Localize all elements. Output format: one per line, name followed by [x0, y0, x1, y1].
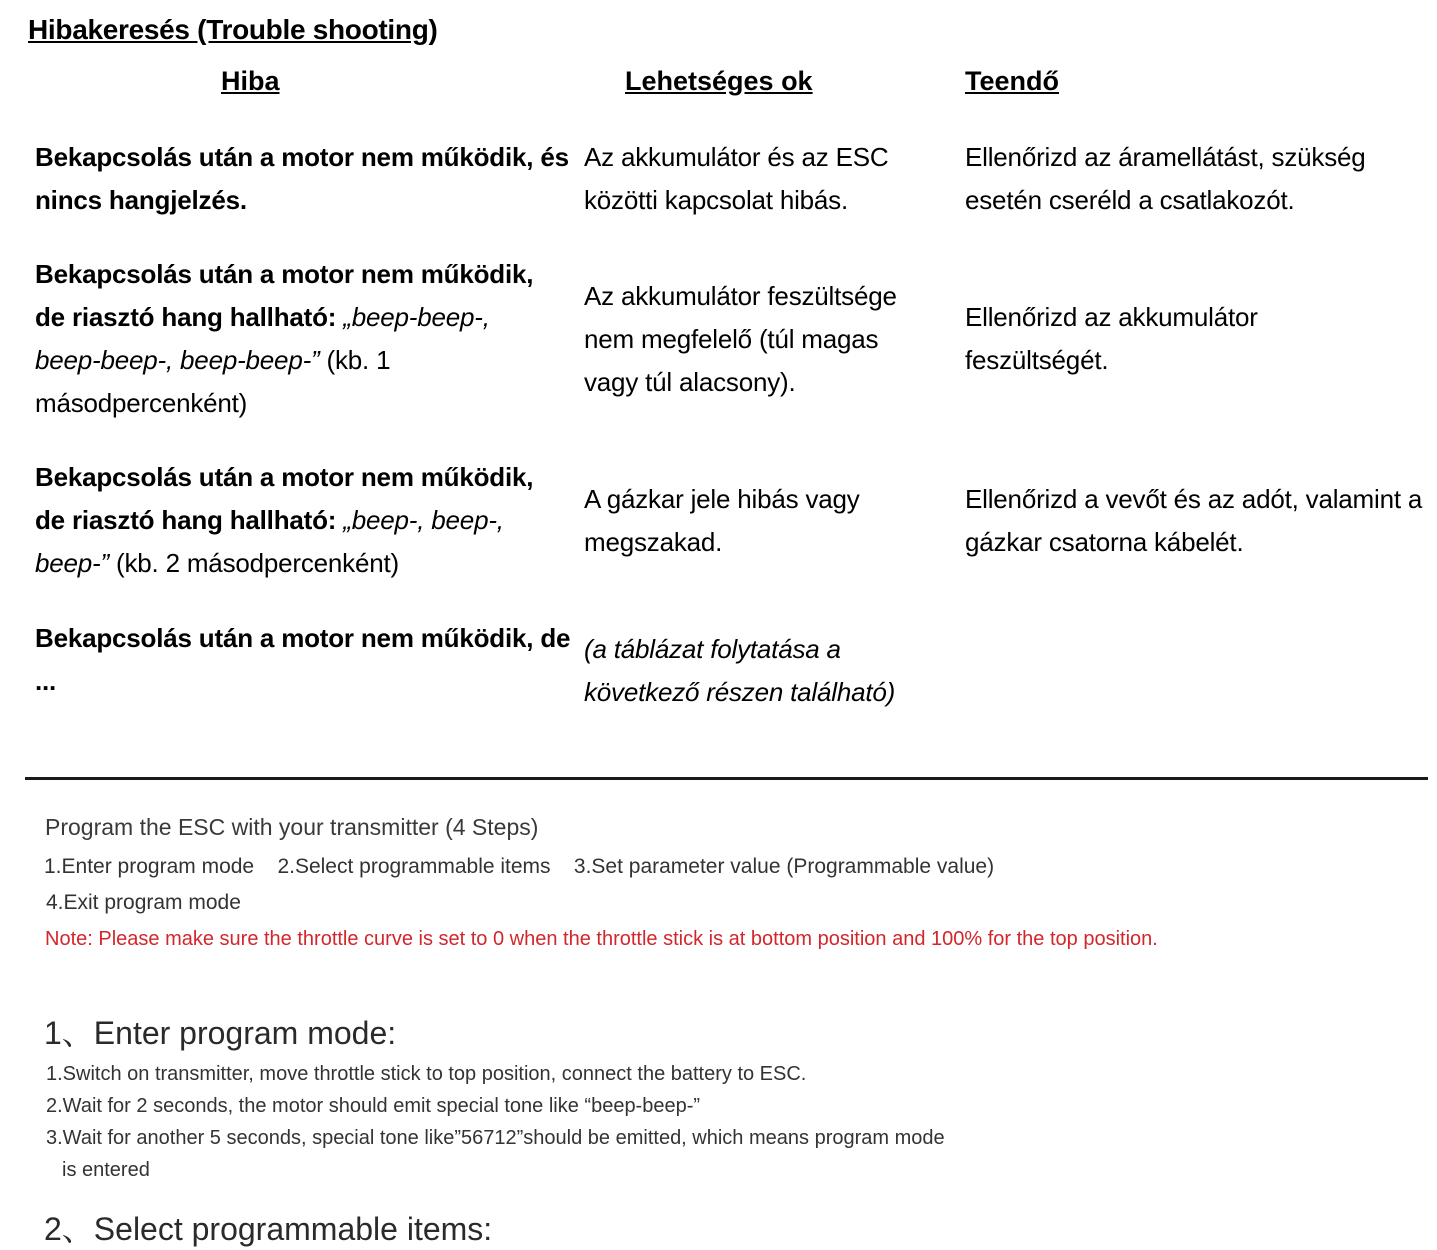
throttle-note: Note: Please make sure the throttle curve is set to 0 when the throttle stick is at bottom position and 100% for the top position.	[45, 928, 1158, 950]
fault-beep-pattern: „beep-beep-, beep-beep-, beep-beep-”	[35, 302, 490, 375]
table-row-1-action: Ellenőrizd az áramellátást, szükség esetén cseréld a csatlakozót.	[965, 142, 1366, 215]
esc-steps-line-2: 4.Exit program mode	[46, 891, 241, 914]
column-header-fault: Hiba	[221, 66, 280, 96]
fault-text: Bekapcsolás után a motor nem működik, de riasztó hang hallható:	[35, 462, 534, 535]
table-row-2-action: Ellenőrizd az akkumulátor feszültségét.	[965, 302, 1258, 375]
list-item-continuation: is entered	[62, 1159, 150, 1181]
list-item: 2.Wait for 2 seconds, the motor should emit special tone like “beep-beep-”	[46, 1095, 701, 1117]
list-item: 1.Switch on transmitter, move throttle stick to top position, connect the battery to ESC.	[46, 1063, 807, 1085]
table-continuation-note: (a táblázat folytatása a következő részen található)	[584, 634, 896, 707]
section-heading-select-programmable-items: 2、Select programmable items:	[44, 1211, 493, 1247]
fault-text: Bekapcsolás után a motor nem működik, de riasztó hang hallható:	[35, 259, 534, 332]
divider	[25, 777, 1428, 780]
table-row-2-cause: Az akkumulátor feszültsége nem megfelelő (túl magas vagy túl alacsony).	[584, 281, 897, 397]
table-row-3-action: Ellenőrizd a vevőt és az adót, valamint a gázkar csatorna kábelét.	[965, 484, 1423, 557]
fault-beep-pattern: „beep-, beep-, beep-”	[35, 505, 504, 578]
table-row-1-cause: Az akkumulátor és az ESC közötti kapcsolat hibás.	[584, 142, 889, 215]
fault-text: Bekapcsolás után a motor nem működik, és nincs hangjelzés.	[35, 142, 569, 215]
list-item: 3.Wait for another 5 seconds, special tone like”56712”should be emitted, which means program mode	[46, 1127, 945, 1149]
column-header-cause: Lehetséges ok	[625, 66, 813, 96]
table-row-3-fault	[35, 456, 555, 585]
page-title: Hibakeresés (Trouble shooting)	[28, 14, 438, 45]
table-row-1-fault	[35, 136, 575, 222]
table-row-4-fault	[35, 617, 575, 703]
fault-text: Bekapcsolás után a motor nem működik, de ...	[35, 623, 571, 696]
column-header-action: Teendő	[965, 66, 1059, 96]
esc-steps-line: 1.Enter program mode 2.Select programmable items 3.Set parameter value (Programmable value)	[44, 855, 995, 878]
fault-interval: (kb. 1 másodpercenként)	[35, 345, 391, 418]
table-row-2-fault	[35, 253, 555, 425]
esc-program-title: Program the ESC with your transmitter (4 Steps)	[45, 814, 539, 840]
table-row-3-cause: A gázkar jele hibás vagy megszakad.	[584, 484, 860, 557]
fault-interval: (kb. 2 másodpercenként)	[116, 548, 399, 578]
section-heading-enter-program-mode: 1、Enter program mode:	[44, 1015, 397, 1051]
